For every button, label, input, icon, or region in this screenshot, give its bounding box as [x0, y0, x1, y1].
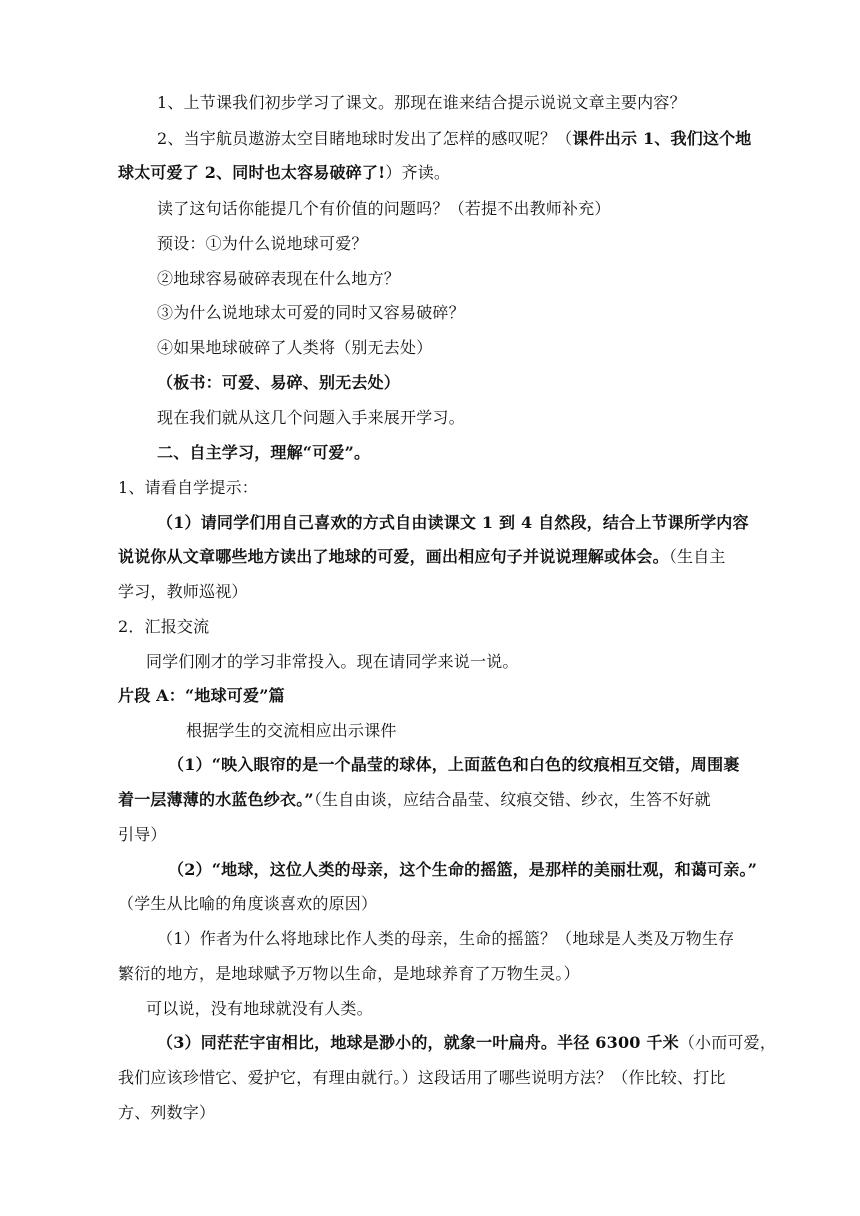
- quote-1-end: [118, 825, 167, 845]
- text-run: 可以说，没有地球就没有人类。: [146, 999, 373, 1018]
- report-label: [118, 617, 209, 637]
- self-study-prompt: [157, 513, 749, 533]
- preset-4: [157, 338, 432, 358]
- board-note: [157, 373, 400, 393]
- preset-3: [157, 303, 465, 323]
- text-run: ④如果地球破碎了人类将（别无去处）: [157, 338, 433, 357]
- text-run: （学生从比喻的角度谈喜欢的原因）: [118, 894, 378, 913]
- text-run-bold: 二、自主学习，理解“可爱”。: [157, 443, 371, 462]
- question-1: [157, 929, 734, 949]
- text-run-bold: 说说你从文章哪些地方读出了地球的可爱，画出相应句子并说说理解或体会。: [118, 547, 669, 566]
- question-1-cont: [118, 964, 580, 984]
- quote-3-cont: [118, 1068, 726, 1088]
- quote-2-note: [118, 894, 377, 914]
- text-run: 预设：①为什么说地球可爱？: [157, 234, 368, 253]
- quote-3: [157, 1033, 776, 1053]
- quote-1-cont: [118, 790, 711, 810]
- quote-3-end: [118, 1103, 215, 1123]
- text-run-bold: （2）“地球，这位人类的母亲，这个生命的摇篮，是那样的美丽壮观，和蔼可亲。”: [168, 860, 758, 879]
- text-run: （生自由谈，应结合晶莹、纹痕交错、纱衣，生答不好就: [313, 790, 711, 809]
- text-run: （生自主: [668, 547, 726, 566]
- text-run: ）齐读。: [385, 163, 451, 182]
- text-run: 读了这句话你能提几个有价值的问题吗？（若提不出教师补充）: [157, 199, 611, 218]
- text-run: 1、上节课我们初步学习了课文。那现在谁来结合提示说说文章主要内容？: [157, 93, 686, 112]
- text-run: 繁衍的地方，是地球赋予万物以生命，是地球养育了万物生灵。）: [118, 964, 580, 983]
- text-run: 根据学生的交流相应出示课件: [186, 721, 397, 740]
- section-heading: [157, 443, 370, 463]
- para-1: [157, 93, 686, 113]
- text-run: 学习，教师巡视）: [118, 582, 248, 601]
- text-run: 同学们刚才的学习非常投入。现在请同学来说一说。: [146, 652, 519, 671]
- text-run: ②地球容易破碎表现在什么地方？: [157, 269, 401, 288]
- courseware-note: [186, 721, 397, 741]
- text-run-bold: （1）请同学们用自己喜欢的方式自由读课文 1 到 4 自然段，结合上节课所学内容: [157, 513, 749, 532]
- text-run-bold: 片段 A：“地球可爱”篇: [118, 686, 285, 705]
- text-run: 2、当宇航员遨游太空目睹地球时发出了怎样的感叹呢？（: [157, 129, 573, 148]
- text-run: 方、列数字）: [118, 1103, 216, 1122]
- text-run: 现在我们就从这几个问题入手来展开学习。: [157, 408, 465, 427]
- preset-2: [157, 269, 400, 289]
- text-run-bold: （板书：可爱、易碎、别无去处）: [157, 373, 401, 392]
- text-run: 2．汇报交流: [118, 617, 210, 636]
- text-run: 1、请看自学提示：: [118, 478, 258, 497]
- report-text: [146, 652, 519, 672]
- text-run: （小而可爱，: [678, 1033, 777, 1052]
- text-run-bold: 球太可爱了 2、同时也太容易破碎了!: [118, 163, 386, 182]
- text-run-bold: （3）同茫茫宇宙相比，地球是渺小的，就象一叶扁舟。半径 6300 千米: [157, 1033, 679, 1052]
- para-3: [157, 199, 611, 219]
- text-run: 我们应该珍惜它、爱护它，有理由就行。）这段话用了哪些说明方法？（作比较、打比: [118, 1068, 726, 1087]
- quote-2: [168, 860, 757, 880]
- self-study-prompt-cont: [118, 547, 726, 567]
- preset-intro: [157, 234, 368, 254]
- conclusion-text: [146, 999, 373, 1019]
- text-run: （1）作者为什么将地球比作人类的母亲，生命的摇篮？（地球是人类及万物生存: [157, 929, 735, 948]
- para-2-cont: [118, 163, 450, 183]
- text-run: ③为什么说地球太可爱的同时又容易破碎？: [157, 303, 465, 322]
- text-run-bold: （1）“映入眼帘的是一个晶莹的球体，上面蓝色和白色的纹痕相互交错，周围裹: [168, 755, 740, 774]
- self-study-label: [118, 478, 258, 498]
- para-2: [157, 129, 752, 149]
- text-run-bold: 课件出示 1、我们这个地: [572, 129, 752, 148]
- quote-1: [168, 755, 740, 775]
- transition-text: [157, 408, 465, 428]
- self-study-prompt-end: [118, 582, 248, 602]
- fragment-a-heading: [118, 686, 285, 706]
- text-run: 引导）: [118, 825, 167, 844]
- text-run-bold: 着一层薄薄的水蓝色纱衣。”: [118, 790, 314, 809]
